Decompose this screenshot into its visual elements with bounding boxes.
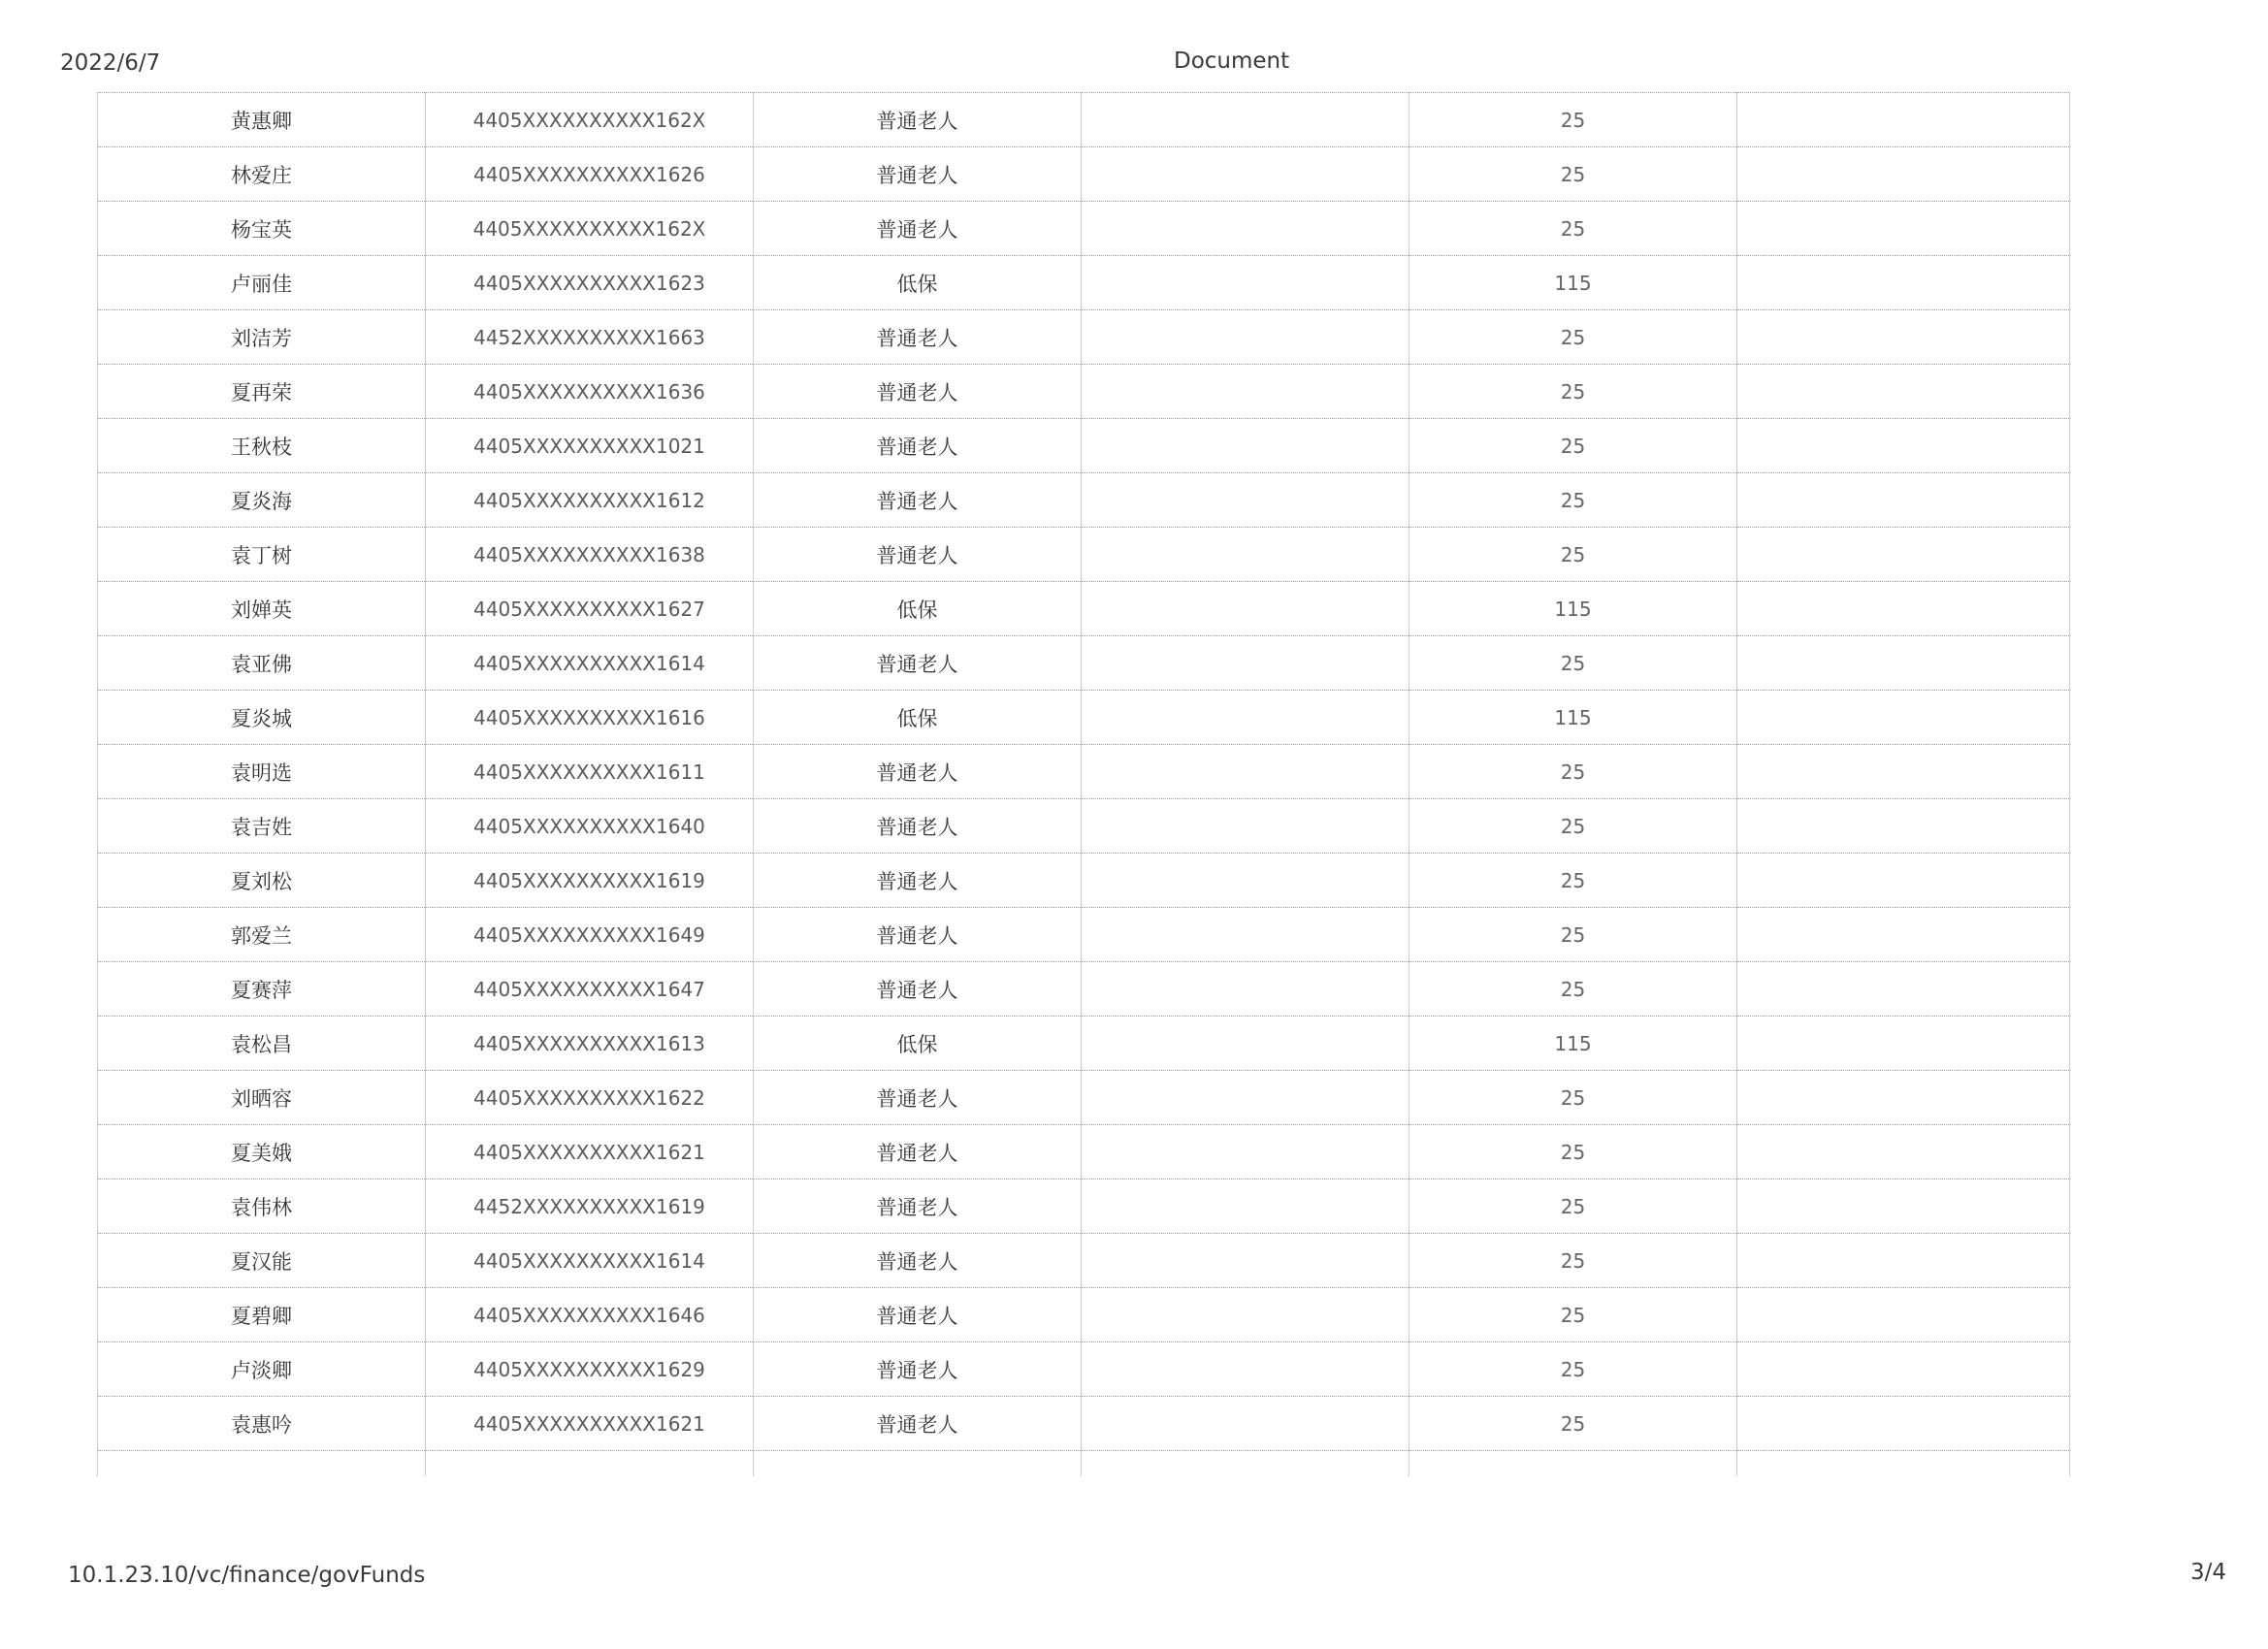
table-row (98, 256, 2070, 310)
extra-cell (1737, 1180, 2070, 1234)
extra-cell (1737, 419, 2070, 473)
table-row (98, 1397, 2070, 1451)
table-row (98, 1125, 2070, 1180)
table-row (98, 799, 2070, 854)
id-number-cell: 4405XXXXXXXXXX1021 (426, 419, 754, 473)
category-cell: 普通老人 (754, 473, 1082, 528)
id-number-cell: 4405XXXXXXXXXX1626 (426, 147, 754, 202)
empty-cell (1409, 1451, 1737, 1477)
empty-cell (426, 1451, 754, 1477)
table-row (98, 202, 2070, 256)
extra-cell (1737, 1288, 2070, 1342)
amount-cell: 25 (1409, 1234, 1737, 1288)
amount-cell: 25 (1409, 310, 1737, 365)
amount-cell: 25 (1409, 854, 1737, 908)
extra-cell (1737, 93, 2070, 147)
amount-cell: 25 (1409, 908, 1737, 962)
note-cell (1082, 473, 1409, 528)
amount-cell: 25 (1409, 1125, 1737, 1180)
category-cell: 普通老人 (754, 365, 1082, 419)
name-cell: 夏汉能 (98, 1234, 426, 1288)
extra-cell (1737, 745, 2070, 799)
extra-cell (1737, 854, 2070, 908)
category-cell: 普通老人 (754, 147, 1082, 202)
table-row-continuation (98, 1451, 2070, 1477)
id-number-cell: 4405XXXXXXXXXX1636 (426, 365, 754, 419)
table-row (98, 691, 2070, 745)
amount-cell: 25 (1409, 419, 1737, 473)
name-cell: 夏刘松 (98, 854, 426, 908)
id-number-cell: 4405XXXXXXXXXX1627 (426, 582, 754, 636)
id-number-cell: 4405XXXXXXXXXX1611 (426, 745, 754, 799)
page-title: Document (1174, 48, 1290, 74)
table-row (98, 310, 2070, 365)
data-table (97, 92, 2070, 1476)
name-cell: 郭爱兰 (98, 908, 426, 962)
category-cell: 普通老人 (754, 1397, 1082, 1451)
name-cell: 杨宝英 (98, 202, 426, 256)
category-cell: 普通老人 (754, 1234, 1082, 1288)
note-cell (1082, 1288, 1409, 1342)
amount-cell: 25 (1409, 1071, 1737, 1125)
amount-cell: 25 (1409, 962, 1737, 1017)
table-row (98, 1071, 2070, 1125)
amount-cell: 25 (1409, 636, 1737, 691)
extra-cell (1737, 1397, 2070, 1451)
id-number-cell: 4405XXXXXXXXXX1616 (426, 691, 754, 745)
table-row (98, 745, 2070, 799)
amount-cell: 25 (1409, 1397, 1737, 1451)
id-number-cell: 4405XXXXXXXXXX1623 (426, 256, 754, 310)
amount-cell: 115 (1409, 256, 1737, 310)
note-cell (1082, 310, 1409, 365)
id-number-cell: 4405XXXXXXXXXX1622 (426, 1071, 754, 1125)
name-cell: 夏碧卿 (98, 1288, 426, 1342)
name-cell: 袁伟林 (98, 1180, 426, 1234)
category-cell: 低保 (754, 691, 1082, 745)
empty-cell (1737, 1451, 2070, 1477)
name-cell: 袁亚佛 (98, 636, 426, 691)
extra-cell (1737, 1342, 2070, 1397)
note-cell (1082, 745, 1409, 799)
amount-cell: 25 (1409, 1342, 1737, 1397)
category-cell: 普通老人 (754, 310, 1082, 365)
note-cell (1082, 365, 1409, 419)
note-cell (1082, 1342, 1409, 1397)
name-cell: 袁吉姓 (98, 799, 426, 854)
note-cell (1082, 93, 1409, 147)
name-cell: 刘晒容 (98, 1071, 426, 1125)
table-row (98, 419, 2070, 473)
amount-cell: 25 (1409, 745, 1737, 799)
name-cell: 袁松昌 (98, 1017, 426, 1071)
extra-cell (1737, 528, 2070, 582)
name-cell: 黄惠卿 (98, 93, 426, 147)
note-cell (1082, 1017, 1409, 1071)
category-cell: 普通老人 (754, 419, 1082, 473)
id-number-cell: 4405XXXXXXXXXX1647 (426, 962, 754, 1017)
extra-cell (1737, 1017, 2070, 1071)
name-cell: 袁丁树 (98, 528, 426, 582)
note-cell (1082, 147, 1409, 202)
note-cell (1082, 528, 1409, 582)
id-number-cell: 4405XXXXXXXXXX162X (426, 93, 754, 147)
footer-url: 10.1.23.10/vc/finance/govFunds (68, 1563, 426, 1588)
table-row (98, 636, 2070, 691)
category-cell: 低保 (754, 1017, 1082, 1071)
category-cell: 低保 (754, 582, 1082, 636)
note-cell (1082, 1234, 1409, 1288)
note-cell (1082, 1180, 1409, 1234)
empty-cell (754, 1451, 1082, 1477)
category-cell: 普通老人 (754, 1071, 1082, 1125)
id-number-cell: 4405XXXXXXXXXX1619 (426, 854, 754, 908)
amount-cell: 25 (1409, 1288, 1737, 1342)
beneficiary-table (97, 92, 2069, 1479)
id-number-cell: 4405XXXXXXXXXX1640 (426, 799, 754, 854)
id-number-cell: 4405XXXXXXXXXX162X (426, 202, 754, 256)
extra-cell (1737, 962, 2070, 1017)
name-cell: 林爱庄 (98, 147, 426, 202)
page-number: 3/4 (2190, 1560, 2227, 1585)
table-row (98, 962, 2070, 1017)
table-row (98, 1234, 2070, 1288)
category-cell: 普通老人 (754, 202, 1082, 256)
id-number-cell: 4405XXXXXXXXXX1649 (426, 908, 754, 962)
category-cell: 普通老人 (754, 962, 1082, 1017)
name-cell: 夏美娥 (98, 1125, 426, 1180)
category-cell: 低保 (754, 256, 1082, 310)
extra-cell (1737, 636, 2070, 691)
note-cell (1082, 1125, 1409, 1180)
amount-cell: 25 (1409, 93, 1737, 147)
name-cell: 卢丽佳 (98, 256, 426, 310)
amount-cell: 25 (1409, 1180, 1737, 1234)
note-cell (1082, 582, 1409, 636)
name-cell: 刘洁芳 (98, 310, 426, 365)
note-cell (1082, 256, 1409, 310)
table-row (98, 93, 2070, 147)
extra-cell (1737, 147, 2070, 202)
id-number-cell: 4405XXXXXXXXXX1614 (426, 636, 754, 691)
table-body (98, 93, 2070, 1477)
note-cell (1082, 1397, 1409, 1451)
category-cell: 普通老人 (754, 1342, 1082, 1397)
amount-cell: 25 (1409, 365, 1737, 419)
note-cell (1082, 799, 1409, 854)
amount-cell: 115 (1409, 1017, 1737, 1071)
id-number-cell: 4405XXXXXXXXXX1621 (426, 1397, 754, 1451)
id-number-cell: 4405XXXXXXXXXX1614 (426, 1234, 754, 1288)
extra-cell (1737, 473, 2070, 528)
table-row (98, 147, 2070, 202)
extra-cell (1737, 1125, 2070, 1180)
table-row (98, 365, 2070, 419)
extra-cell (1737, 1234, 2070, 1288)
category-cell: 普通老人 (754, 799, 1082, 854)
name-cell: 夏炎海 (98, 473, 426, 528)
table-row (98, 1017, 2070, 1071)
table-row (98, 1342, 2070, 1397)
extra-cell (1737, 582, 2070, 636)
note-cell (1082, 691, 1409, 745)
amount-cell: 25 (1409, 202, 1737, 256)
category-cell: 普通老人 (754, 528, 1082, 582)
table-row (98, 1288, 2070, 1342)
note-cell (1082, 1071, 1409, 1125)
name-cell: 袁惠吟 (98, 1397, 426, 1451)
name-cell: 夏赛萍 (98, 962, 426, 1017)
table-row (98, 582, 2070, 636)
id-number-cell: 4405XXXXXXXXXX1638 (426, 528, 754, 582)
category-cell: 普通老人 (754, 745, 1082, 799)
name-cell: 夏炎城 (98, 691, 426, 745)
extra-cell (1737, 908, 2070, 962)
extra-cell (1737, 202, 2070, 256)
amount-cell: 25 (1409, 147, 1737, 202)
name-cell: 刘婵英 (98, 582, 426, 636)
id-number-cell: 4452XXXXXXXXXX1663 (426, 310, 754, 365)
table-row (98, 528, 2070, 582)
category-cell: 普通老人 (754, 854, 1082, 908)
note-cell (1082, 636, 1409, 691)
note-cell (1082, 419, 1409, 473)
note-cell (1082, 962, 1409, 1017)
amount-cell: 115 (1409, 691, 1737, 745)
category-cell: 普通老人 (754, 1125, 1082, 1180)
print-date: 2022/6/7 (60, 50, 161, 76)
id-number-cell: 4405XXXXXXXXXX1612 (426, 473, 754, 528)
table-row (98, 908, 2070, 962)
amount-cell: 25 (1409, 799, 1737, 854)
id-number-cell: 4405XXXXXXXXXX1646 (426, 1288, 754, 1342)
id-number-cell: 4405XXXXXXXXXX1629 (426, 1342, 754, 1397)
note-cell (1082, 202, 1409, 256)
empty-cell (1082, 1451, 1409, 1477)
category-cell: 普通老人 (754, 908, 1082, 962)
name-cell: 夏再荣 (98, 365, 426, 419)
amount-cell: 25 (1409, 528, 1737, 582)
id-number-cell: 4405XXXXXXXXXX1613 (426, 1017, 754, 1071)
category-cell: 普通老人 (754, 636, 1082, 691)
table-row (98, 473, 2070, 528)
extra-cell (1737, 799, 2070, 854)
extra-cell (1737, 691, 2070, 745)
name-cell: 袁明选 (98, 745, 426, 799)
amount-cell: 25 (1409, 473, 1737, 528)
amount-cell: 115 (1409, 582, 1737, 636)
table-row (98, 1180, 2070, 1234)
id-number-cell: 4405XXXXXXXXXX1621 (426, 1125, 754, 1180)
id-number-cell: 4452XXXXXXXXXX1619 (426, 1180, 754, 1234)
table-row (98, 854, 2070, 908)
name-cell: 卢淡卿 (98, 1342, 426, 1397)
category-cell: 普通老人 (754, 93, 1082, 147)
note-cell (1082, 908, 1409, 962)
extra-cell (1737, 365, 2070, 419)
extra-cell (1737, 310, 2070, 365)
extra-cell (1737, 1071, 2070, 1125)
category-cell: 普通老人 (754, 1180, 1082, 1234)
name-cell: 王秋枝 (98, 419, 426, 473)
category-cell: 普通老人 (754, 1288, 1082, 1342)
extra-cell (1737, 256, 2070, 310)
note-cell (1082, 854, 1409, 908)
empty-cell (98, 1451, 426, 1477)
